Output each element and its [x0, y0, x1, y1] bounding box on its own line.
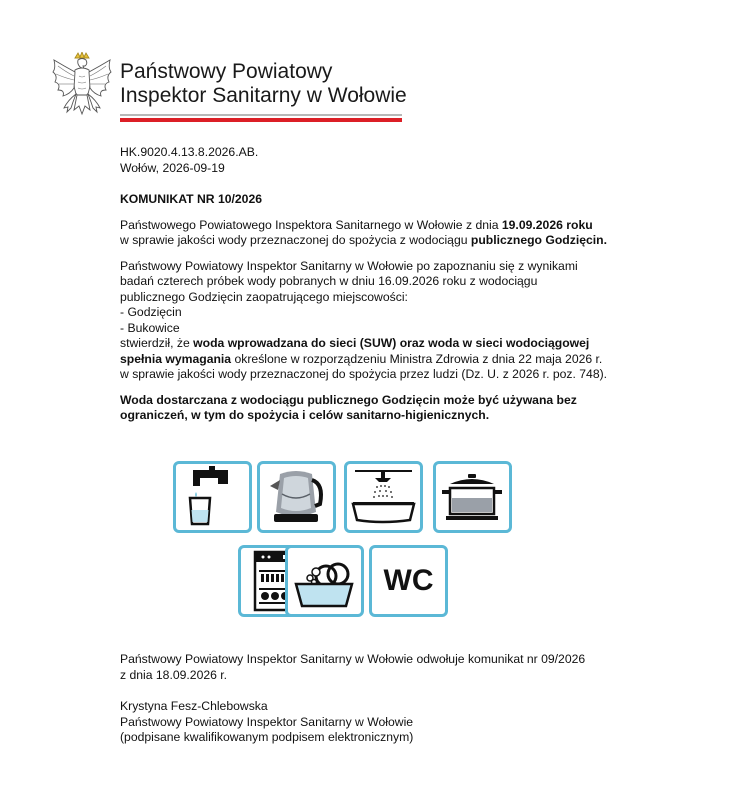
wc-label: WC [383, 564, 434, 597]
revoke-line-1: Państwowy Powiatowy Inspektor Sanitarny w Wołowie odwołuje komunikat nr 09/2026 [120, 652, 586, 666]
town-item: - Bukowice [120, 320, 180, 335]
finding-line-1 [120, 336, 635, 352]
finding-meets-requirements: spełnia wymagania [120, 351, 232, 366]
reference-number: HK.9020.4.13.8.2026.AB. [120, 145, 259, 159]
header-rule-red [120, 118, 402, 122]
intro-text: Państwowego Powiatowego Inspektora Sanitarnego w Wołowie z dnia [120, 217, 502, 232]
conclusion-line-1: Woda dostarczana z wodociągu publicznego Godzięcin może być używana bez [120, 392, 577, 407]
finding-bold: woda wprowadzana do sieci (SUW) oraz woda w sieci wodociągowej [193, 336, 590, 350]
document-title: KOMUNIKAT NR 10/2026 [120, 192, 262, 206]
bathtub-shower-icon [344, 461, 423, 533]
document-footer [120, 652, 628, 746]
signature-note: (podpisane kwalifikowanym podpisem elektronicznym) [120, 730, 414, 744]
town-item: - Godzięcin [120, 305, 182, 319]
intro-date: 19.09.2026 roku [501, 217, 593, 232]
place-date: Wołów, 2026-09-19 [120, 160, 225, 175]
organization-name [120, 60, 407, 108]
kettle-icon [257, 461, 336, 533]
tap-glass-icon [173, 461, 252, 533]
body-line-1: Państwowy Powiatowy Inspektor Sanitarny w Wołowie po zapoznaniu się z wynikami [120, 258, 578, 273]
finding-regulation: określone w rozporządzeniu Ministra Zdrowia z dnia 22 maja 2026 r. [231, 351, 603, 366]
org-name-line-2: Inspektor Sanitarny w Wołowie [120, 84, 407, 107]
intro-line-1 [120, 218, 635, 234]
finding-line-3: w sprawie jakości wody przeznaczonej do spożycia przez ludzi (Dz. U. z 2026 r. poz. 748). [120, 367, 608, 381]
body-line-2: badań czterech próbek wody pobranych w dniu 16.09.2026 roku z wodociągu [120, 274, 538, 288]
signatory-title: Państwowy Powiatowy Inspektor Sanitarny w Wołowie [120, 714, 414, 729]
intro-line-2 [120, 233, 635, 249]
org-name-line-1: Państwowy Powiatowy [120, 60, 333, 83]
body-line-3: publicznego Godzięcin zaopatrującego miejscowości: [120, 289, 408, 304]
intro-network: publicznego Godzięcin. [470, 233, 608, 247]
intro-text-2: w sprawie jakości wody przeznaczonej do spożycia z wodociągu [120, 233, 471, 247]
polish-eagle-emblem-icon [50, 52, 114, 124]
cooking-pot-icon [433, 461, 512, 533]
conclusion-line-2: ograniczeń, w tym do spożycia i celów sanitarno-higienicznych. [120, 408, 490, 422]
finding-line-2 [120, 352, 635, 368]
header-rule-grey [120, 114, 402, 116]
document-body [120, 145, 635, 424]
revoke-line-2: z dnia 18.09.2026 r. [120, 667, 228, 682]
signatory-name: Krystyna Fesz-Chlebowska [120, 699, 268, 713]
wc-icon [369, 545, 448, 617]
dish-washing-icon [285, 545, 364, 617]
finding-text: stwierdził, że [120, 336, 194, 350]
